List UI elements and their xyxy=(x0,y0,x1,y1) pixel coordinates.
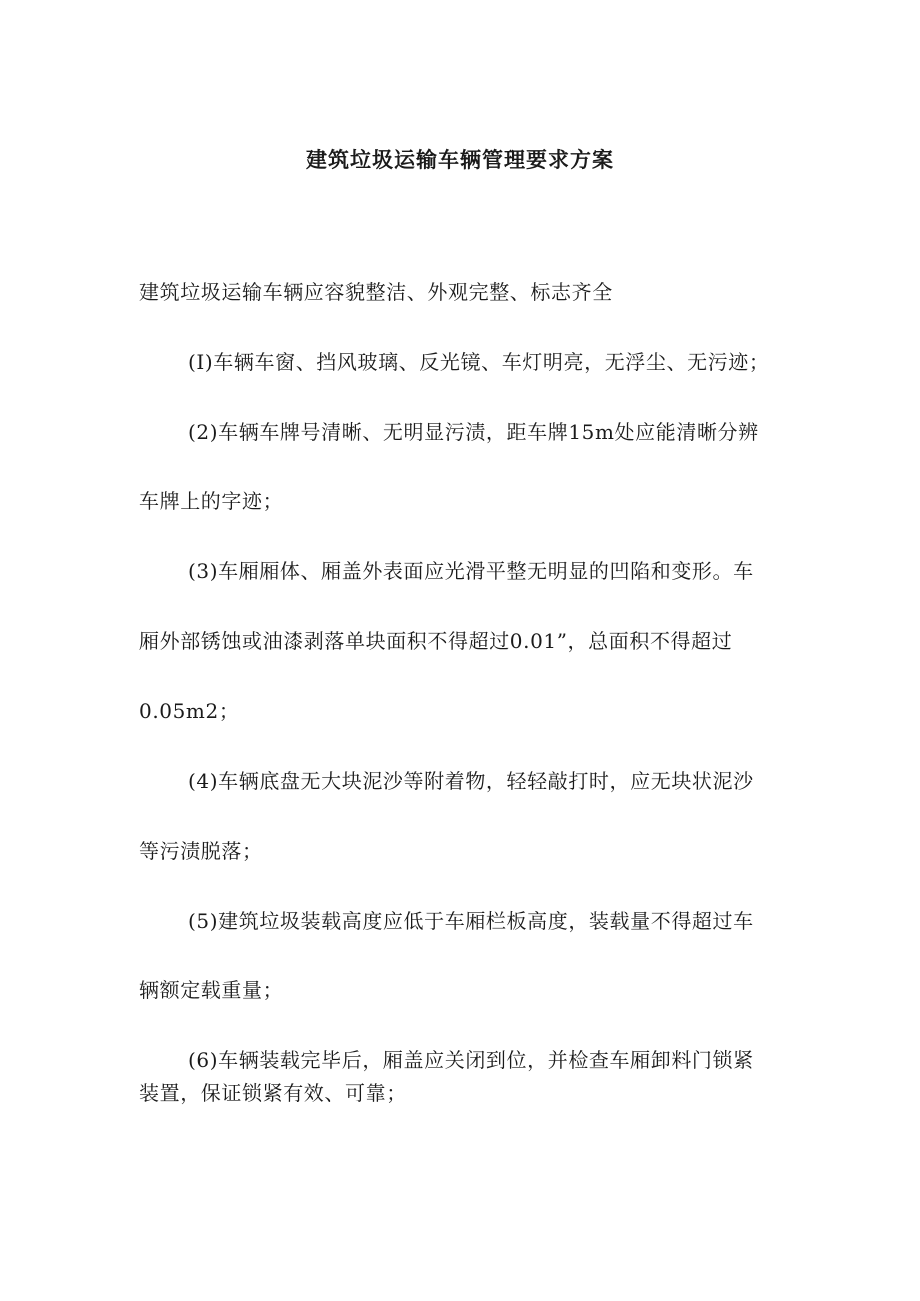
item-3-line-1: (3)车厢厢体、厢盖外表面应光滑平整无明显的凹陷和变形。车 xyxy=(188,559,754,583)
item-5-line-1: (5)建筑垃圾装载高度应低于车厢栏板高度，装载量不得超过车 xyxy=(188,909,754,933)
item-4-line-1: (4)车辆底盘无大块泥沙等附着物，轻轻敲打时，应无块状泥沙 xyxy=(188,769,754,793)
item-1-line: (I)车辆车窗、挡风玻璃、反光镜、车灯明亮，无浮尘、无污迹； xyxy=(188,350,770,374)
item-3-line-2: 厢外部锈蚀或油漆剥落单块面积不得超过0.01”，总面积不得超过 xyxy=(139,629,733,653)
item-3-line-3: 0.05m2； xyxy=(139,699,240,723)
item-5-line-2: 辆额定载重量； xyxy=(139,978,284,1002)
item-2-line-1: (2)车辆车牌号清晰、无明显污渍，距车牌15m处应能清晰分辨 xyxy=(188,420,759,444)
document-title: 建筑垃圾运输车辆管理要求方案 xyxy=(306,147,614,172)
item-6-line-2: 装置，保证锁紧有效、可靠； xyxy=(139,1081,407,1105)
item-4-line-2: 等污渍脱落； xyxy=(139,839,263,863)
section-heading: 建筑垃圾运输车辆应容貌整洁、外观完整、标志齐全 xyxy=(139,280,613,304)
item-6-line-1: (6)车辆装载完毕后，厢盖应关闭到位，并检查车厢卸料门锁紧 xyxy=(188,1048,754,1072)
item-2-line-2: 车牌上的字迹； xyxy=(139,489,284,513)
